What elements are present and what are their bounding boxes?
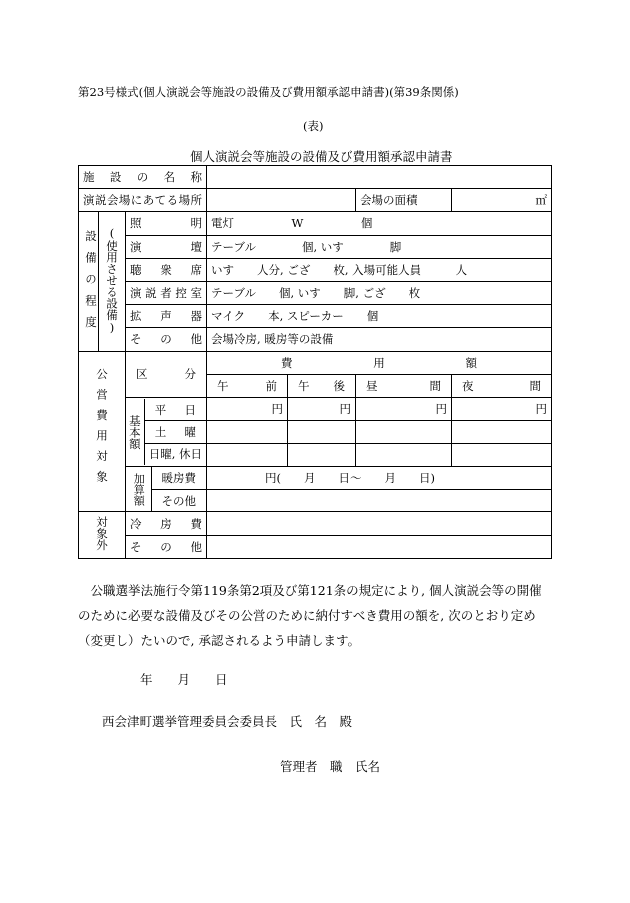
weekday-morning-yen: 円	[207, 397, 288, 420]
equipment-value-audience: いす 人分, ござ 枚, 入場可能人員 人	[207, 258, 552, 281]
category-label: 区分	[126, 351, 207, 397]
equipment-label-lighting: 照明	[126, 212, 207, 235]
heating-period: 円( 月 日～ 月 日)	[207, 467, 551, 490]
slot-daytime: 昼間	[356, 374, 452, 397]
document-title: 個人演説会等施設の設備及び費用額承認申請書	[190, 149, 453, 164]
equipment-value-lighting: 電灯 W 個	[207, 212, 552, 235]
slot-morning: 午前	[207, 374, 288, 397]
weekday-night-yen: 円	[452, 397, 552, 420]
basic-amount-block	[126, 397, 207, 467]
fee-header: 費用額	[207, 351, 552, 374]
side-label: (表)	[303, 119, 324, 133]
holiday-afternoon	[288, 444, 356, 467]
weekday-label: 平日	[145, 399, 206, 421]
facility-name-value	[207, 166, 552, 189]
equipment-value-other: 会場冷房, 暖房等の設備	[207, 328, 552, 351]
saturday-morning	[207, 421, 288, 444]
cooling-value	[207, 512, 552, 535]
equipment-label-podium: 演壇	[126, 235, 207, 258]
public-cost-label: 公営費用対象	[79, 351, 126, 512]
equipment-label-green-room: 演説者控室	[126, 281, 207, 304]
heating-label: 暖房費	[152, 467, 207, 490]
added-amount-values	[207, 467, 552, 512]
date-line: 年 月 日	[140, 672, 228, 687]
equipment-label-speaker: 拡声器	[126, 305, 207, 328]
added-amount-label: 加算額	[132, 472, 146, 506]
applicant-line: 管理者 職 氏名	[280, 759, 381, 774]
slot-afternoon: 午後	[288, 374, 356, 397]
cooling-label: 冷房費	[126, 512, 207, 535]
equipment-value-podium: テーブル 個, いす 脚	[207, 235, 552, 258]
equipment-group-label: 設備の程度	[79, 212, 99, 351]
added-other-label: その他	[161, 493, 197, 508]
holiday-label: 日曜, 休日	[148, 447, 203, 462]
equipment-label-other: その他	[126, 328, 207, 351]
excluded-other-value	[207, 535, 552, 558]
area-label: 会場の面積	[356, 189, 452, 212]
excluded-label: 対象外	[79, 512, 126, 558]
equipment-label-audience: 聴衆席	[126, 258, 207, 281]
excluded-other-label: その他	[126, 535, 207, 558]
slot-night: 夜間	[452, 374, 552, 397]
form-number: 第23号様式(個人演説会等施設の設備及び費用額承認申請書)(第39条関係)	[78, 85, 459, 99]
holiday-morning	[207, 444, 288, 467]
weekday-afternoon-yen: 円	[288, 397, 356, 420]
added-other-value	[207, 490, 551, 511]
saturday-night	[452, 421, 552, 444]
application-form-table	[78, 165, 552, 559]
added-amount-block	[126, 467, 207, 512]
application-paragraph: 公職選挙法施行令第119条第2項及び第121条の規定により, 個人演説会等の開催のために必要な設備及びその公営のために納付すべき費用の額を, 次のとおり定め（変更し）たいので, 承認されるよう申請します。	[78, 583, 542, 648]
holiday-night	[452, 444, 552, 467]
area-unit: ㎡	[452, 189, 552, 212]
equipment-value-green-room: テーブル 個, いす 脚, ござ 枚	[207, 281, 552, 304]
venue-value	[207, 189, 356, 212]
equipment-value-speaker: マイク 本, スピーカー 個	[207, 305, 552, 328]
weekday-daytime-yen: 円	[356, 397, 452, 420]
saturday-afternoon	[288, 421, 356, 444]
saturday-label: 土曜	[145, 421, 206, 443]
addressee: 西会津町選挙管理委員会委員長 氏 名 殿	[102, 714, 353, 729]
equipment-sub-label: (使用させる設備)	[99, 212, 126, 351]
venue-label-cell: 演説会場にあてる場所	[79, 189, 207, 212]
saturday-daytime	[356, 421, 452, 444]
basic-amount-label: 基本額	[127, 414, 142, 450]
holiday-daytime	[356, 444, 452, 467]
facility-name-label-cell: 施設の名称	[79, 166, 207, 189]
